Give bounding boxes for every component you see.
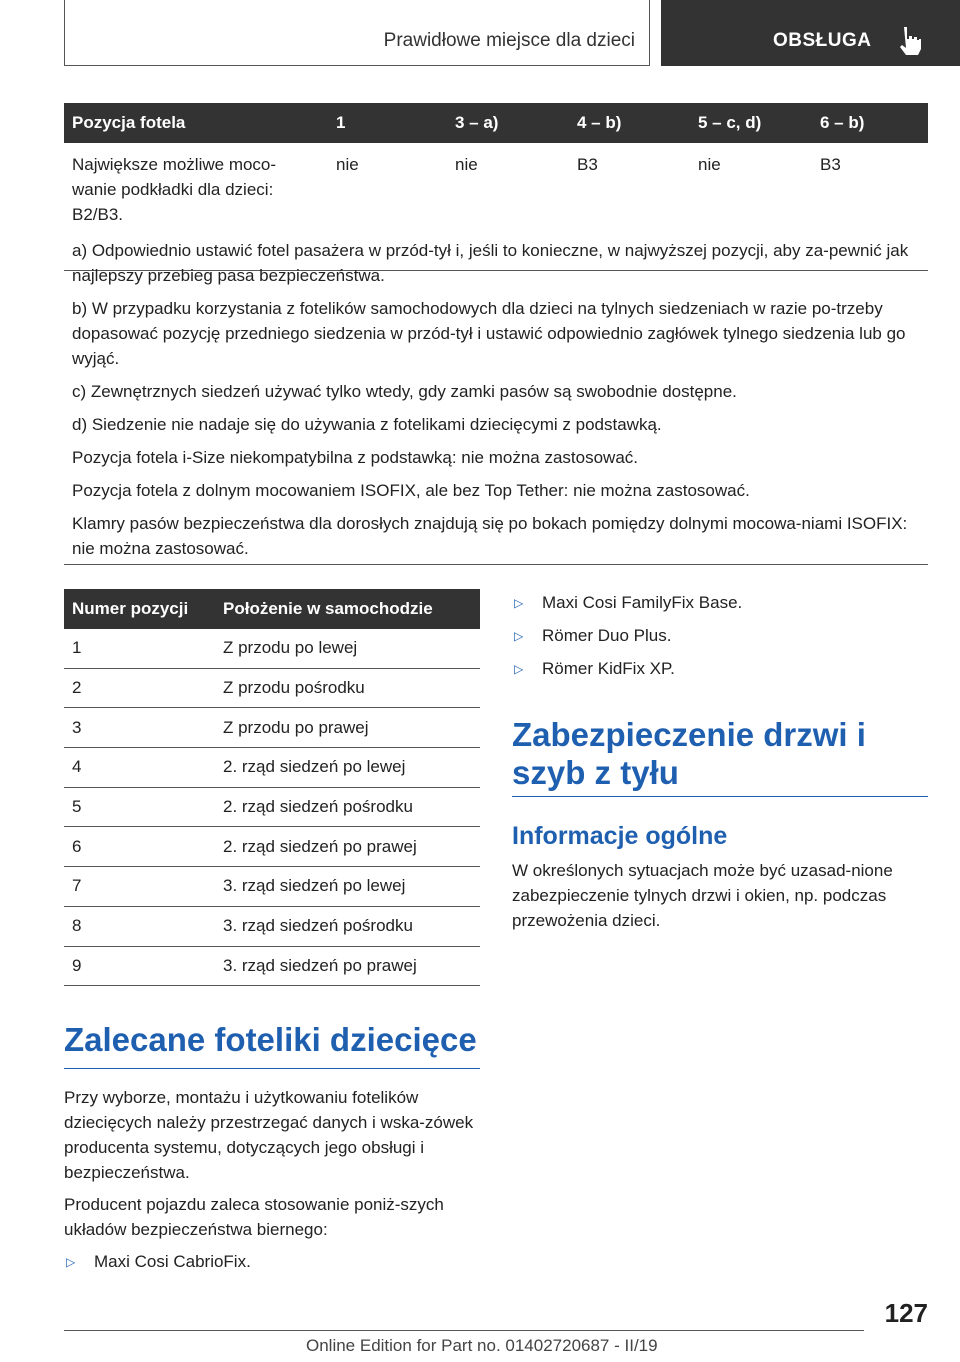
table-cell: 4 (72, 757, 82, 777)
table-header-cell: Pozycja fotela (72, 113, 186, 132)
list-item-text: Maxi Cosi CabrioFix. (94, 1252, 251, 1271)
note: Pozycja fotela z dolnym mocowaniem ISOFIX, ale bez Top Tether: nie można zastosować. (72, 481, 750, 500)
table-row (64, 788, 480, 828)
section-heading: Zabezpieczenie drzwi i szyb z tyłu (512, 716, 928, 797)
note: b) W przypadku korzystania z fotelików samochodowych dla dzieci na tylnych siedzeniach w razie po-trzeby dopasować pozycję przedniego siedzenia w przód-tył i ustawić odpowiednio zagłówek tylnego siedzenia lub go wyjąć. (72, 299, 906, 368)
subsection-heading: Informacje ogólne (512, 822, 728, 850)
header-chapter-tab[interactable] (661, 0, 960, 66)
page-number: 127 (884, 1298, 928, 1328)
table-cell: 2 (72, 678, 82, 698)
table-row-label: Największe możliwe moco-wanie podkładki dla dzieci: B2/B3. (72, 155, 277, 224)
table-cell: Z przodu po lewej (223, 638, 358, 658)
table-cell: 3. rząd siedzeń pośrodku (223, 916, 413, 936)
note: a) Odpowiednio ustawić fotel pasażera w przód-tył i, jeśli to konieczne, w najwyższej pozycji, aby za-pewnić jak najlepszy przebieg pasa bezpieczeństwa. (72, 241, 909, 285)
table-header-cell: Numer pozycji (72, 599, 189, 618)
chapter-label: OBSŁUGA (773, 30, 872, 51)
table-cell: Z przodu po prawej (223, 717, 369, 737)
table-row (64, 629, 480, 669)
list-item (512, 656, 928, 682)
table-header-cell: 6 – b) (820, 113, 865, 132)
table-header-cell: 1 (336, 113, 346, 132)
table-cell: 8 (72, 916, 82, 936)
list-item-text: Römer KidFix XP. (542, 659, 675, 678)
table-cell: 3. rząd siedzeń po lewej (223, 876, 406, 896)
section-body (64, 1085, 476, 1275)
paragraph: Producent pojazdu zaleca stosowanie poniż-szych układów bezpieczeństwa biernego: (64, 1195, 444, 1239)
note: Klamry pasów bezpieczeństwa dla dorosłych znajdują się po bokach pomiędzy dolnymi mocowa-niami ISOFIX: nie można zastosować. (72, 514, 908, 558)
table-header-row (64, 589, 480, 629)
table-row (64, 867, 480, 907)
table-header-row (64, 103, 928, 143)
pointing-hand-icon (897, 25, 923, 57)
table-cell: 9 (72, 955, 82, 975)
table-cell: 2. rząd siedzeń po lewej (223, 757, 406, 777)
bullet-list (512, 590, 928, 689)
table-cell: 6 (72, 836, 82, 856)
table-cell: 3. rząd siedzeń po prawej (223, 955, 417, 975)
footer-edition: Online Edition for Part no. 01402720687 - II/19 (306, 1336, 658, 1355)
triangle-bullet-icon: ▷ (514, 596, 524, 610)
paragraph: Przy wyborze, montażu i użytkowaniu fotelików dziecięcych należy przestrzegać danych i wska-zówek producenta systemu, dotyczących jego obsługi i bezpieczeństwa. (64, 1088, 474, 1182)
footer-divider (64, 1330, 864, 1331)
table-row (64, 708, 480, 748)
table-cell: 2. rząd siedzeń pośrodku (223, 797, 413, 817)
list-item (512, 623, 928, 649)
table-cell: 7 (72, 876, 82, 896)
divider (64, 564, 928, 565)
note: d) Siedzenie nie nadaje się do używania z fotelikami dziecięcymi z podstawką. (72, 415, 662, 434)
list-item (512, 590, 928, 616)
table-cell: B3 (577, 155, 598, 174)
table-header-cell: Położenie w samochodzie (223, 599, 433, 618)
note: c) Zewnętrznych siedzeń używać tylko wtedy, gdy zamki pasów są swobodnie dostępne. (72, 382, 737, 401)
paragraph: W określonych sytuacjach może być uzasad-nione zabezpieczenie tylnych drzwi i okien, np. podczas przewożenia dzieci. (512, 861, 893, 930)
triangle-bullet-icon: ▷ (66, 1255, 76, 1269)
table-cell: 1 (72, 638, 82, 658)
header-section-box (64, 0, 650, 66)
triangle-bullet-icon: ▷ (514, 629, 524, 643)
table-cell: Z przodu pośrodku (223, 678, 365, 698)
table-cell: 3 (72, 717, 82, 737)
table-header-cell: 5 – c, d) (698, 113, 762, 132)
table-row (64, 669, 480, 709)
table-notes (72, 238, 924, 569)
table-header-cell: 3 – a) (455, 113, 499, 132)
position-table (64, 589, 480, 986)
list-item-text: Maxi Cosi FamilyFix Base. (542, 593, 743, 612)
section-title: Prawidłowe miejsce dla dzieci (383, 30, 635, 51)
table-row (64, 907, 480, 947)
list-item (64, 1249, 476, 1275)
table-row (64, 947, 480, 987)
note: Pozycja fotela i-Size niekompatybilna z podstawką: nie można zastosować. (72, 448, 639, 467)
section-heading: Zalecane foteliki dziecięce (64, 1020, 480, 1069)
table-header-cell: 4 – b) (577, 113, 622, 132)
table-cell: nie (698, 155, 721, 174)
table-cell: nie (336, 155, 359, 174)
triangle-bullet-icon: ▷ (514, 662, 524, 676)
table-cell: 2. rząd siedzeń po prawej (223, 836, 417, 856)
table-cell: 5 (72, 797, 82, 817)
list-item-text: Römer Duo Plus. (542, 626, 672, 645)
table-cell: B3 (820, 155, 841, 174)
table-row (64, 748, 480, 788)
table-row (64, 827, 480, 867)
table-cell: nie (455, 155, 478, 174)
